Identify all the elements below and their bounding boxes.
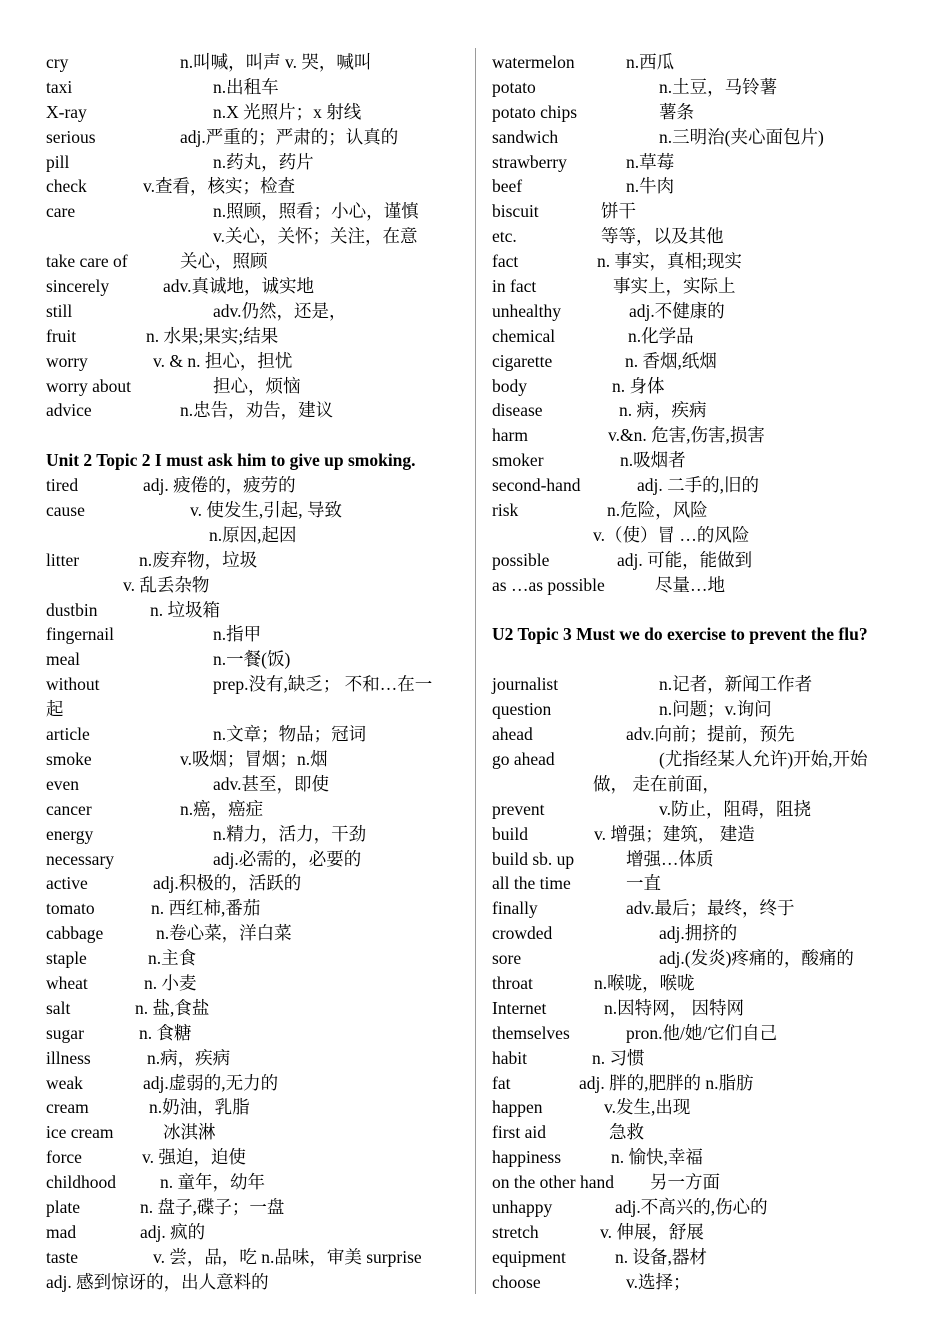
vocab-entry <box>46 971 466 996</box>
vocab-word: wheat <box>46 972 88 993</box>
vocab-word: check <box>46 176 87 197</box>
vocab-word: sugar <box>46 1022 84 1043</box>
vocab-definition: n.废弃物，垃圾 <box>139 549 258 570</box>
vocab-word: watermelon <box>492 52 575 72</box>
vocab-entry <box>492 573 912 598</box>
vocab-word: staple <box>46 948 87 969</box>
vocab-word: potato chips <box>492 101 578 122</box>
vocab-definition: v.（使）冒 …的风险 <box>593 524 750 545</box>
vocab-definition: 做， 走在前面， <box>593 773 720 794</box>
vocab-definition: pron.他/她/它们自己 <box>626 1022 778 1043</box>
vocab-word: energy <box>46 823 94 844</box>
vocab-word: build <box>492 823 528 844</box>
vocab-entry <box>492 871 912 896</box>
vocab-entry <box>46 100 466 125</box>
vocab-word: unhealthy <box>492 300 562 321</box>
vocab-definition: n.牛肉 <box>626 176 675 197</box>
vocab-entry <box>492 1170 912 1195</box>
vocab-entry <box>492 50 912 75</box>
vocab-entry <box>46 946 466 971</box>
vocab-word: 起 <box>46 699 64 720</box>
vocab-entry <box>492 722 912 747</box>
vocab-definition: n. 垃圾箱 <box>150 599 220 620</box>
left-column <box>46 50 466 1295</box>
vocab-entry <box>492 1046 912 1071</box>
vocab-entry <box>46 1245 466 1270</box>
vocab-word: salt <box>46 997 71 1018</box>
vocab-entry <box>46 622 466 647</box>
vocab-entry <box>492 822 912 847</box>
vocab-definition: n.原因,起因 <box>209 524 297 545</box>
vocab-word: go ahead <box>492 748 555 769</box>
vocab-word: worry about <box>46 375 132 396</box>
vocab-entry <box>46 249 466 274</box>
vocab-definition: n.指甲 <box>213 624 262 645</box>
vocab-definition: 增强…体质 <box>626 848 714 869</box>
vocab-entry <box>46 398 466 423</box>
vocab-entry <box>492 1195 912 1220</box>
vocab-word: tired <box>46 475 79 496</box>
vocab-definition: adj.严重的；严肃的；认真的 <box>180 126 399 147</box>
vocab-entry <box>492 324 912 349</box>
vocab-word: harm <box>492 425 528 446</box>
vocab-entry <box>492 473 912 498</box>
vocab-word: still <box>46 300 73 321</box>
vocab-entry <box>46 772 466 797</box>
vocab-definition: n.记者，新闻工作者 <box>659 674 813 695</box>
vocab-word: necessary <box>46 848 115 869</box>
column-divider <box>475 48 476 1294</box>
vocab-entry <box>46 996 466 1021</box>
vocab-entry <box>492 498 912 523</box>
vocab-word: all the time <box>492 873 571 894</box>
vocab-definition: n.X 光照片；x 射线 <box>213 101 362 122</box>
vocab-entry <box>492 1220 912 1245</box>
vocab-entry <box>492 548 912 573</box>
vocab-definition: n.吸烟者 <box>620 450 686 471</box>
vocab-definition: n.忠告，劝告，建议 <box>180 400 334 421</box>
vocab-entry <box>46 1170 466 1195</box>
vocab-word: force <box>46 1147 82 1168</box>
vocab-definition: n. 习惯 <box>592 1047 645 1068</box>
vocab-word: tomato <box>46 898 95 919</box>
vocab-entry <box>492 174 912 199</box>
vocab-definition: 一直 <box>626 873 661 894</box>
vocab-entry <box>46 1046 466 1071</box>
vocab-entry <box>46 1195 466 1220</box>
vocab-word: childhood <box>46 1172 116 1193</box>
vocab-entry <box>492 100 912 125</box>
vocab-entry <box>46 174 466 199</box>
vocab-definition: adj. 疯的 <box>140 1221 206 1242</box>
vocab-definition: 冰淇淋 <box>163 1122 216 1143</box>
vocab-entry <box>46 374 466 399</box>
vocab-entry <box>46 672 466 697</box>
vocab-word: biscuit <box>492 201 539 222</box>
vocab-definition: n.药丸，药片 <box>213 151 314 172</box>
vocab-definition: n.危险，风险 <box>607 500 708 521</box>
section-heading: U2 Topic 3 Must we do exercise to prevent the flu? <box>492 624 868 645</box>
vocab-entry <box>492 1095 912 1120</box>
vocab-word: without <box>46 674 100 695</box>
vocab-word: cigarette <box>492 350 553 371</box>
vocab-entry <box>492 150 912 175</box>
vocab-entry <box>492 423 912 448</box>
vocab-definition: v. 乱丢杂物 <box>123 574 210 595</box>
vocab-word: happiness <box>492 1147 562 1168</box>
vocab-word: weak <box>46 1072 83 1093</box>
vocab-entry <box>46 1071 466 1096</box>
vocab-definition: prep.没有,缺乏； 不和…在一 <box>213 674 433 695</box>
vocab-word: disease <box>492 400 543 421</box>
vocab-definition: adj.必需的，必要的 <box>213 848 362 869</box>
vocab-word: cause <box>46 500 85 521</box>
vocab-entry <box>46 747 466 772</box>
vocab-entry <box>46 1220 466 1245</box>
vocab-definition: adj.不高兴的,伤心的 <box>615 1196 768 1217</box>
vocab-definition: v. 增强；建筑， 建造 <box>594 823 755 844</box>
vocab-definition: n. 小麦 <box>144 972 197 993</box>
vocab-entry <box>492 1071 912 1096</box>
vocab-definition: n. 香烟,纸烟 <box>625 350 717 371</box>
vocab-definition: 饼干 <box>601 201 636 222</box>
vocab-entry <box>492 896 912 921</box>
vocab-definition: adv.向前；提前，预先 <box>626 724 795 745</box>
vocab-entry <box>46 896 466 921</box>
vocab-word: habit <box>492 1047 527 1068</box>
vocab-entry <box>492 299 912 324</box>
vocab-entry <box>492 1245 912 1270</box>
vocab-entry <box>46 1120 466 1145</box>
vocab-definition: 事实上，实际上 <box>613 276 736 297</box>
vocab-entry <box>46 1095 466 1120</box>
vocab-word: question <box>492 699 552 720</box>
vocab-definition: v.&n. 危害,伤害,损害 <box>608 425 765 446</box>
vocab-word: possible <box>492 549 550 570</box>
vocab-definition: adv.仍然，还是， <box>213 300 347 321</box>
vocab-entry <box>492 772 912 797</box>
vocab-entry <box>492 374 912 399</box>
vocab-definition: 担心，烦恼 <box>213 375 301 396</box>
vocab-entry <box>46 150 466 175</box>
vocab-entry <box>46 75 466 100</box>
vocab-entry <box>46 125 466 150</box>
vocab-entry <box>46 548 466 573</box>
vocab-word: ahead <box>492 724 533 745</box>
vocab-entry <box>46 274 466 299</box>
vocab-definition: n. 设备,器材 <box>615 1246 707 1267</box>
vocab-word: care <box>46 201 76 222</box>
vocab-definition: n.因特网， 因特网 <box>604 997 744 1018</box>
vocab-entry <box>492 249 912 274</box>
vocab-word: worry <box>46 350 88 371</box>
blank-line <box>492 598 912 623</box>
vocab-definition: n.出租车 <box>213 76 279 97</box>
vocab-definition: n.照顾，照看；小心，谨慎 <box>213 201 419 222</box>
vocab-definition: v.防止，阻碍，阻挠 <box>659 798 811 819</box>
vocab-word: chemical <box>492 325 556 346</box>
vocab-entry <box>46 523 466 548</box>
vocab-entry <box>492 398 912 423</box>
vocab-word: advice <box>46 400 92 421</box>
vocab-definition: adv.真诚地，诚实地 <box>163 276 315 297</box>
vocab-word: second-hand <box>492 475 581 496</box>
vocab-word: choose <box>492 1271 541 1292</box>
vocab-word: strawberry <box>492 151 567 172</box>
vocab-word: risk <box>492 500 519 521</box>
vocab-word: active <box>46 873 88 894</box>
vocab-entry <box>46 324 466 349</box>
vocab-word: ice cream <box>46 1122 114 1143</box>
vocab-word: cry <box>46 52 69 72</box>
vocab-definition: n.西瓜 <box>626 52 675 72</box>
vocab-word: first aid <box>492 1122 546 1143</box>
vocab-definition: n.问题；v.询问 <box>659 699 772 720</box>
vocab-entry <box>46 1270 466 1295</box>
vocab-word: potato <box>492 76 536 97</box>
vocab-definition: adj.拥挤的 <box>659 923 738 944</box>
vocab-entry <box>46 473 466 498</box>
vocab-definition: n. 身体 <box>612 375 665 396</box>
vocab-word: themselves <box>492 1022 570 1043</box>
vocab-definition: v. 尝，品，吃 n.品味，审美 surprise <box>153 1246 422 1267</box>
vocab-entry <box>492 224 912 249</box>
vocab-word: article <box>46 724 90 745</box>
vocab-definition: adj. 胖的,肥胖的 n.脂肪 <box>579 1072 754 1093</box>
vocab-entry <box>46 299 466 324</box>
vocab-entry <box>492 921 912 946</box>
vocab-entry <box>492 1270 912 1295</box>
vocab-definition: n. 童年，幼年 <box>160 1172 265 1193</box>
vocab-word: smoker <box>492 450 544 471</box>
vocab-definition: adv.最后；最终，终于 <box>626 898 795 919</box>
vocab-word: even <box>46 773 80 794</box>
vocab-definition: n.化学品 <box>628 325 694 346</box>
vocab-word: meal <box>46 649 81 670</box>
vocab-word: throat <box>492 972 533 993</box>
vocab-entry <box>46 921 466 946</box>
vocab-word: fat <box>492 1072 511 1093</box>
vocab-definition: n. 事实，真相;现实 <box>597 251 742 272</box>
vocab-definition: n.喉咙，喉咙 <box>594 972 695 993</box>
vocab-word: X-ray <box>46 101 87 122</box>
vocab-definition: n.主食 <box>148 948 197 969</box>
vocab-entry <box>492 1145 912 1170</box>
vocab-definition: 另一方面 <box>650 1172 720 1193</box>
vocab-entry <box>492 199 912 224</box>
vocab-definition: n. 病，疾病 <box>619 400 707 421</box>
vocab-definition: n. 水果;果实;结果 <box>146 325 279 346</box>
vocab-definition: 急救 <box>609 1122 644 1143</box>
vocab-definition: adj.(发炎)疼痛的，酸痛的 <box>659 948 854 969</box>
vocab-word: crowded <box>492 923 553 944</box>
vocab-word: adj. 感到惊讶的，出人意料的 <box>46 1271 269 1292</box>
vocab-entry <box>46 847 466 872</box>
vocab-entry <box>46 349 466 374</box>
vocab-definition: n.草莓 <box>626 151 675 172</box>
vocab-entry <box>492 747 912 772</box>
vocab-word: unhappy <box>492 1196 553 1217</box>
vocab-word: cabbage <box>46 923 104 944</box>
vocab-definition: 尽量…地 <box>655 574 725 595</box>
vocab-entry <box>492 847 912 872</box>
vocab-word: plate <box>46 1196 81 1217</box>
vocab-word: in fact <box>492 276 537 297</box>
vocab-entry <box>492 523 912 548</box>
vocab-entry <box>46 697 466 722</box>
vocab-entry <box>492 946 912 971</box>
vocab-word: serious <box>46 126 96 147</box>
vocab-definition: 关心，照顾 <box>180 251 268 272</box>
vocab-entry <box>46 1021 466 1046</box>
vocab-definition: v.吸烟；冒烟；n.烟 <box>180 748 328 769</box>
vocab-entry <box>492 996 912 1021</box>
vocab-entry <box>492 1021 912 1046</box>
vocab-entry <box>492 274 912 299</box>
vocab-entry <box>492 672 912 697</box>
vocab-definition: v. 使发生,引起, 导致 <box>190 500 342 521</box>
vocab-definition: n.叫喊，叫声 v. 哭，喊叫 <box>180 52 372 72</box>
vocab-definition: v.关心，关怀；关注，在意 <box>213 226 418 247</box>
vocab-definition: 等等，以及其他 <box>601 226 724 247</box>
vocab-entry <box>492 75 912 100</box>
vocab-word: illness <box>46 1047 91 1068</box>
vocab-entry <box>46 871 466 896</box>
vocab-definition: n. 愉快,幸福 <box>611 1147 703 1168</box>
vocab-word: journalist <box>492 674 559 695</box>
vocab-entry <box>492 125 912 150</box>
vocab-definition: n. 盘子,碟子；一盘 <box>140 1196 285 1217</box>
vocab-entry <box>492 697 912 722</box>
vocab-word: take care of <box>46 251 128 272</box>
vocab-word: litter <box>46 549 80 570</box>
vocab-definition: n.奶油，乳脂 <box>149 1097 250 1118</box>
vocab-word: cream <box>46 1097 89 1118</box>
vocab-word: finally <box>492 898 538 919</box>
right-column <box>492 50 912 1295</box>
vocab-definition: adj.不健康的 <box>629 300 725 321</box>
vocab-entry <box>492 349 912 374</box>
vocab-word: etc. <box>492 226 517 247</box>
vocab-entry <box>46 224 466 249</box>
vocab-definition: n.文章；物品；冠词 <box>213 724 367 745</box>
vocab-word: happen <box>492 1097 543 1118</box>
vocab-word: equipment <box>492 1246 566 1267</box>
blank-line <box>46 423 466 448</box>
vocab-word: as …as possible <box>492 574 605 595</box>
vocab-definition: (尤指经某人允许)开始,开始 <box>659 748 868 769</box>
vocab-entry <box>46 647 466 672</box>
vocab-definition: n. 盐,食盐 <box>135 997 210 1018</box>
vocab-word: taxi <box>46 76 73 97</box>
vocab-word: stretch <box>492 1221 539 1242</box>
vocab-word: sore <box>492 948 522 969</box>
vocab-definition: n.一餐(饭) <box>213 649 291 670</box>
vocab-entry <box>492 971 912 996</box>
vocab-entry <box>46 722 466 747</box>
vocab-definition: v.选择； <box>626 1271 691 1292</box>
vocab-word: fact <box>492 251 519 272</box>
vocab-entry <box>46 598 466 623</box>
vocab-word: dustbin <box>46 599 98 620</box>
vocab-entry <box>46 1145 466 1170</box>
vocab-entry <box>46 498 466 523</box>
vocab-definition: adj. 二手的,旧的 <box>637 475 760 496</box>
vocab-entry <box>46 797 466 822</box>
vocab-word: prevent <box>492 798 545 819</box>
vocab-definition: 薯条 <box>659 101 694 122</box>
vocab-word: fruit <box>46 325 77 346</box>
vocab-definition: adj. 可能，能做到 <box>617 549 753 570</box>
vocab-word: beef <box>492 176 523 197</box>
vocab-definition: n.精力，活力，干劲 <box>213 823 367 844</box>
section-heading: Unit 2 Topic 2 I must ask him to give up smoking. <box>46 450 416 471</box>
vocab-entry <box>46 199 466 224</box>
vocab-definition: n.卷心菜，洋白菜 <box>156 923 292 944</box>
vocab-entry <box>46 573 466 598</box>
vocab-word: on the other hand <box>492 1172 614 1193</box>
vocab-definition: v. 强迫，迫使 <box>142 1147 246 1168</box>
vocab-definition: n.癌，癌症 <box>180 798 264 819</box>
blank-line <box>492 647 912 672</box>
vocab-word: body <box>492 375 527 396</box>
vocab-definition: adj. 疲倦的，疲劳的 <box>143 475 296 496</box>
vocab-word: smoke <box>46 748 92 769</box>
vocab-definition: adj.虚弱的,无力的 <box>143 1072 279 1093</box>
vocab-definition: v.查看，核实；检查 <box>143 176 295 197</box>
vocab-definition: n.三明治(夹心面包片) <box>659 126 824 147</box>
vocab-definition: n. 食糖 <box>139 1022 192 1043</box>
vocab-entry <box>46 822 466 847</box>
vocab-word: pill <box>46 151 70 172</box>
vocab-definition: v. & n. 担心，担忧 <box>153 350 293 371</box>
vocab-word: cancer <box>46 798 92 819</box>
vocab-word: fingernail <box>46 624 115 645</box>
vocab-definition: n.病，疾病 <box>147 1047 231 1068</box>
vocab-definition: n. 西红柿,番茄 <box>151 898 261 919</box>
vocab-word: build sb. up <box>492 848 575 869</box>
vocab-word: Internet <box>492 997 547 1018</box>
vocab-definition: v. 伸展，舒展 <box>600 1221 704 1242</box>
vocab-entry <box>492 448 912 473</box>
vocab-word: mad <box>46 1221 77 1242</box>
vocab-definition: n.土豆，马铃薯 <box>659 76 778 97</box>
vocab-entry <box>492 1120 912 1145</box>
vocab-definition: adj.积极的，活跃的 <box>153 873 302 894</box>
vocab-entry <box>46 50 466 75</box>
vocab-definition: v.发生,出现 <box>604 1097 691 1118</box>
vocab-word: taste <box>46 1246 79 1267</box>
vocab-entry <box>492 797 912 822</box>
vocab-definition: adv.甚至，即使 <box>213 773 330 794</box>
vocab-word: sandwich <box>492 126 559 147</box>
vocab-word: sincerely <box>46 276 110 297</box>
